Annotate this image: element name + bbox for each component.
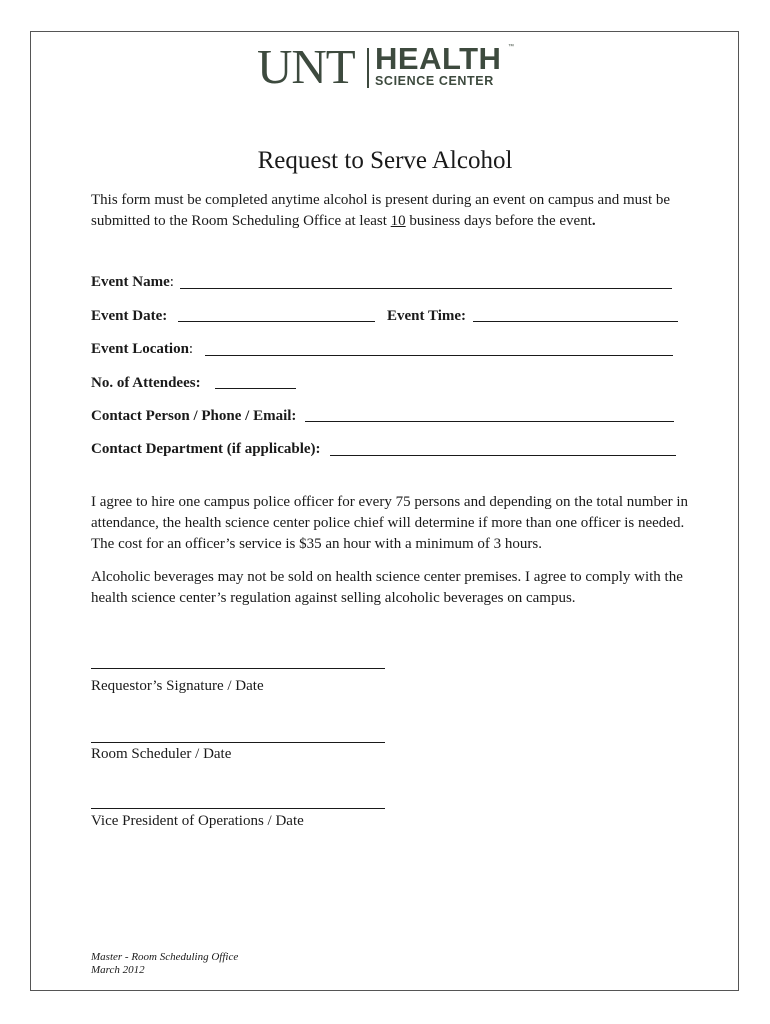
intro-paragraph — [91, 190, 691, 232]
event-location-label: Event Location: — [91, 341, 194, 357]
event-location-field[interactable] — [205, 355, 673, 356]
department-field[interactable] — [330, 455, 676, 456]
agreement-paragraph-1: I agree to hire one campus police officer for every 75 persons and depending on the total number in attendance, the health science center police chief will determine if more than one officer is needed. The cost for an officer’s service is $35 an hour with a minimum of 3 hours. — [91, 494, 689, 552]
intro-text-end: business days before the event — [405, 213, 592, 229]
intro-days: 10 — [390, 213, 406, 229]
event-date-label: Event Date: — [91, 308, 168, 324]
footer-date: March 2012 — [91, 964, 145, 976]
logo-unt-text: UNT — [257, 39, 355, 94]
department-label: Contact Department (if applicable): — [91, 441, 321, 457]
vp-signature-label: Vice President of Operations / Date — [91, 813, 304, 829]
event-date-field[interactable] — [178, 321, 375, 322]
attendees-field[interactable] — [215, 388, 296, 389]
scheduler-signature-line[interactable] — [91, 742, 385, 743]
logo-divider — [367, 48, 369, 88]
event-name-field[interactable] — [180, 288, 672, 289]
contact-field[interactable] — [305, 421, 674, 422]
contact-label: Contact Person / Phone / Email: — [91, 408, 297, 424]
logo-trademark: ™ — [508, 44, 514, 50]
footer-office: Master - Room Scheduling Office — [91, 951, 239, 963]
event-name-label: Event Name: — [91, 274, 174, 290]
vp-signature-line[interactable] — [91, 808, 385, 809]
logo-science-center-text: SCIENCE CENTER — [375, 74, 494, 88]
event-time-label: Event Time: — [387, 308, 467, 324]
attendees-label: No. of Attendees: — [91, 375, 201, 391]
agreement-paragraph-2: Alcoholic beverages may not be sold on health science center premises. I agree to comply with the health science center’s regulation against selling alcoholic beverages on campus. — [91, 569, 683, 606]
requestor-signature-label: Requestor’s Signature / Date — [91, 678, 264, 694]
logo-health-text: HEALTH — [375, 41, 502, 76]
intro-text: This form must be completed anytime alcohol is present during an event on campus and must be submitted to the Room Scheduling Office at least — [91, 192, 671, 229]
intro-period: . — [591, 213, 596, 229]
page-title: Request to Serve Alcohol — [257, 147, 513, 174]
requestor-signature-line[interactable] — [91, 668, 385, 669]
scheduler-signature-label: Room Scheduler / Date — [91, 746, 232, 762]
event-time-field[interactable] — [473, 321, 678, 322]
